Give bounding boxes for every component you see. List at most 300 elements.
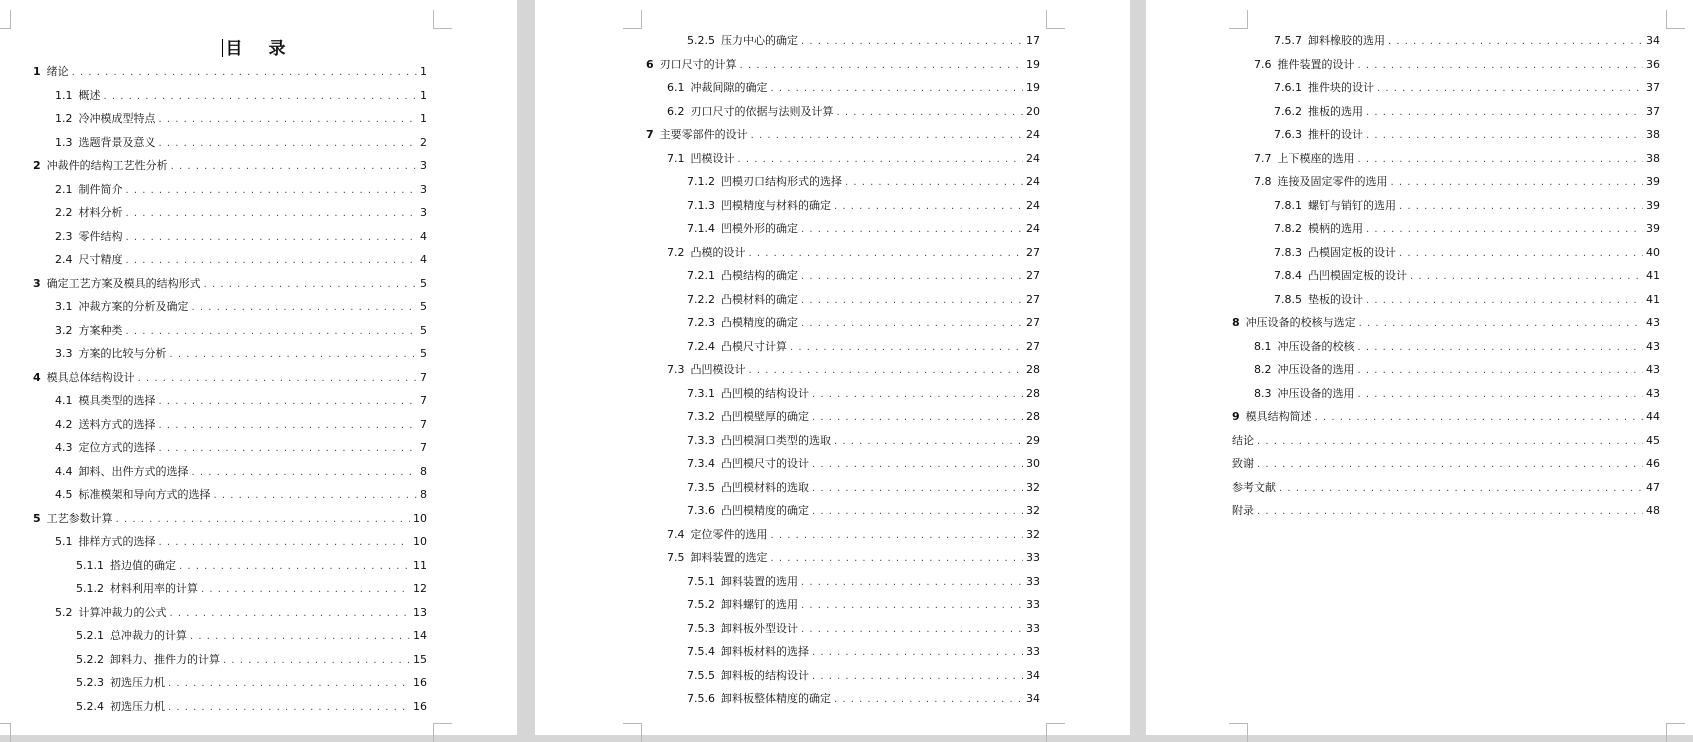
toc-entry[interactable] [687, 384, 1040, 404]
toc-entry[interactable] [687, 337, 1040, 357]
toc-entry-title: 卸料装置的选用 [721, 574, 798, 588]
toc-entry-title: 螺钉与销钉的选用 [1308, 198, 1396, 212]
toc-entry-page-number: 32 [1026, 480, 1040, 494]
toc-entry-number: 5.2 [55, 605, 73, 619]
toc-entry-number: 6 [646, 57, 654, 71]
dot-leader [190, 627, 410, 647]
toc-entry-number: 7.5.3 [687, 621, 715, 635]
toc-entry-page-number: 5 [420, 323, 427, 337]
dot-leader [159, 533, 411, 553]
toc-entry[interactable] [687, 31, 1040, 51]
toc-entry[interactable] [667, 102, 1040, 122]
toc-entry-title: 主要零部件的设计 [659, 128, 748, 141]
toc-entry[interactable] [667, 78, 1040, 98]
dot-leader [1358, 385, 1644, 405]
toc-entry-page-number: 33 [1026, 574, 1040, 588]
toc-entry-page-number: 4 [420, 253, 427, 266]
toc-entry[interactable] [687, 407, 1040, 427]
toc-entry-title: 冲压设备的选用 [1277, 363, 1355, 376]
toc-entry-title: 卸料螺钉的选用 [721, 598, 798, 611]
toc-entry-title: 凸模尺寸计算 [721, 339, 787, 353]
dot-leader [749, 244, 1024, 264]
dot-leader [126, 181, 418, 201]
toc-entry[interactable] [1254, 172, 1660, 192]
toc-entry-title: 上下模座的选用 [1277, 151, 1355, 165]
toc-entry-page-number: 7 [420, 417, 427, 431]
toc-entry[interactable] [1232, 454, 1660, 474]
toc-entry-page-number: 33 [1026, 551, 1040, 564]
toc-entry-title: 标准模架和导向方式的选择 [78, 488, 211, 501]
dot-leader [790, 338, 1023, 358]
toc-entry[interactable] [687, 501, 1040, 521]
toc-entry[interactable] [55, 344, 427, 364]
toc-entry[interactable] [55, 438, 427, 458]
toc-entry-page-number: 8 [420, 488, 427, 501]
toc-entry[interactable] [687, 219, 1040, 239]
toc-entry-title: 凸凹模精度的确定 [721, 504, 809, 517]
toc-entry-title: 卸料橡胶的选用 [1308, 34, 1385, 47]
toc-entry-title: 冲裁件的结构工艺性分析 [46, 159, 168, 172]
toc-entry-page-number: 7 [420, 370, 427, 384]
dot-leader [812, 643, 1023, 663]
toc-entry-page-number: 43 [1646, 316, 1660, 329]
dot-leader [801, 291, 1023, 311]
toc-entry[interactable] [667, 525, 1040, 545]
toc-entry[interactable] [76, 579, 427, 599]
toc-entry-number: 8 [1232, 316, 1240, 329]
dot-leader [126, 251, 418, 271]
toc-entry-page-number: 43 [1646, 363, 1660, 376]
toc-entry[interactable] [55, 391, 427, 411]
dot-leader [159, 416, 418, 436]
toc-entry-title: 方案种类 [78, 323, 123, 337]
toc-entry-page-number: 41 [1646, 292, 1660, 306]
toc-entry-page-number: 24 [1026, 222, 1040, 235]
toc-entry-number: 5.2.4 [76, 699, 104, 713]
toc-entry-number: 7.2.4 [687, 339, 715, 353]
toc-entry[interactable] [55, 603, 427, 623]
toc-entry[interactable] [1274, 243, 1660, 263]
toc-entry-number: 7.2.2 [687, 292, 715, 306]
toc-entry-page-number: 27 [1026, 269, 1040, 282]
toc-entry-title: 凸模材料的确定 [721, 292, 798, 306]
toc-entry-number: 4.3 [55, 441, 73, 454]
toc-entry[interactable] [667, 548, 1040, 568]
toc-entry-number: 4.5 [55, 488, 73, 501]
toc-entry[interactable] [687, 666, 1040, 686]
toc-entry[interactable] [55, 109, 427, 129]
toc-entry-page-number: 28 [1026, 386, 1040, 400]
toc-entry-page-number: 40 [1646, 245, 1660, 259]
toc-entry-page-number: 27 [1026, 245, 1040, 259]
toc-entry-title: 卸料板整体精度的确定 [721, 692, 831, 705]
toc-entry[interactable] [33, 509, 427, 529]
toc-entry-title: 卸料、出件方式的选择 [78, 464, 189, 478]
dot-leader [771, 526, 1024, 546]
toc-entry[interactable] [55, 297, 427, 317]
toc-entry-title: 选题背景及意义 [78, 135, 156, 149]
toc-entry-title: 冲裁间隙的确定 [690, 81, 768, 94]
toc-entry[interactable] [55, 180, 427, 200]
toc-entry-page-number: 4 [420, 229, 427, 243]
toc-entry-number: 7.3.2 [687, 410, 715, 423]
dot-leader [834, 690, 1023, 710]
toc-entry-title: 凸凹模设计 [690, 363, 746, 376]
toc-entry[interactable] [1254, 360, 1660, 380]
toc-entry-page-number: 14 [413, 629, 427, 642]
toc-entry-page-number: 27 [1026, 316, 1040, 329]
dot-leader [116, 510, 410, 530]
toc-entry[interactable] [76, 626, 427, 646]
toc-entry-number: 5.2.3 [76, 676, 104, 689]
toc-entry-title: 排样方式的选择 [78, 535, 156, 548]
toc-entry-number: 7.1.3 [687, 198, 715, 212]
toc-entry[interactable] [1254, 149, 1660, 169]
toc-entry-title: 卸料板材料的选择 [721, 645, 809, 658]
toc-entry-number: 2 [33, 159, 41, 172]
toc-entry[interactable] [76, 673, 427, 693]
toc-entry[interactable] [687, 196, 1040, 216]
toc-entry-number: 7.8.1 [1274, 198, 1302, 212]
toc-entry-number: 7.4 [667, 527, 685, 541]
toc-entry-number: 7.1.4 [687, 222, 715, 235]
dot-leader [1366, 220, 1643, 240]
toc-entry-page-number: 46 [1646, 457, 1660, 470]
toc-entry-number: 4.2 [55, 417, 73, 431]
dot-leader [170, 345, 418, 365]
toc-entry-page-number: 39 [1646, 198, 1660, 212]
toc-entry[interactable] [1254, 337, 1660, 357]
toc-entry[interactable] [1254, 384, 1660, 404]
toc-entry-title: 确定工艺方案及模具的结构形式 [46, 276, 201, 290]
toc-entry[interactable] [76, 650, 427, 670]
dot-leader [1315, 408, 1643, 428]
toc-entry[interactable] [33, 368, 427, 388]
toc-entry[interactable] [687, 619, 1040, 639]
dot-leader [1399, 244, 1643, 264]
toc-entry-title: 凸凹模洞口类型的选取 [721, 433, 831, 447]
document-page-1 [0, 0, 517, 735]
dot-leader [168, 698, 410, 718]
toc-entry-title: 连接及固定零件的选用 [1277, 175, 1388, 188]
dot-leader [801, 620, 1023, 640]
dot-leader [812, 385, 1023, 405]
toc-entry-title: 搭边值的确定 [110, 558, 176, 572]
toc-entry-page-number: 33 [1026, 645, 1040, 658]
toc-entry-page-number: 43 [1646, 339, 1660, 353]
toc-entry-number: 7.8.4 [1274, 269, 1302, 282]
dot-leader [171, 157, 417, 177]
toc-entry-number: 7.3 [667, 363, 685, 376]
toc-entry-number: 9 [1232, 410, 1240, 423]
toc-entry-number: 7.5.1 [687, 574, 715, 588]
toc-entry-page-number: 28 [1026, 363, 1040, 376]
toc-entry[interactable] [667, 243, 1040, 263]
toc-entry-page-number: 3 [420, 159, 427, 172]
toc-entry-page-number: 39 [1646, 222, 1660, 235]
toc-entry[interactable] [646, 55, 1040, 75]
toc-entry-title: 推件装置的设计 [1277, 57, 1355, 71]
toc-entry[interactable] [76, 697, 427, 717]
toc-entry-page-number: 17 [1026, 34, 1040, 47]
dot-leader [801, 32, 1023, 52]
toc-entry-number: 1.2 [55, 112, 73, 125]
toc-entry-number: 7.6.1 [1274, 81, 1302, 94]
toc-entry-number: 5.1.2 [76, 582, 104, 595]
toc-entry[interactable] [55, 203, 427, 223]
toc-entry[interactable] [1254, 55, 1660, 75]
toc-entry-title: 概述 [78, 88, 101, 102]
toc-entry[interactable] [1274, 266, 1660, 286]
dot-leader [159, 110, 418, 130]
toc-entry[interactable] [1274, 102, 1660, 122]
toc-entry-title: 凹模外形的确定 [721, 222, 798, 235]
toc-entry-title: 推件块的设计 [1308, 81, 1374, 94]
toc-entry-page-number: 27 [1026, 292, 1040, 306]
toc-entry-title: 模具总体结构设计 [46, 370, 135, 384]
toc-entry[interactable] [687, 290, 1040, 310]
toc-entry-page-number: 5 [420, 276, 427, 290]
dot-leader [179, 557, 410, 577]
toc-entry-page-number: 32 [1026, 504, 1040, 517]
toc-entry-number: 3 [33, 276, 41, 290]
toc-entry-number: 7.8.5 [1274, 292, 1302, 306]
toc-entry-number: 7.3.3 [687, 433, 715, 447]
toc-entry-page-number: 5 [420, 347, 427, 360]
dot-leader [214, 486, 418, 506]
toc-entry-number: 7.2.3 [687, 316, 715, 329]
dot-leader [812, 502, 1023, 522]
toc-entry-number: 7 [646, 128, 654, 141]
toc-entry-number: 1.1 [55, 88, 73, 102]
dot-leader [738, 150, 1024, 170]
dot-leader [845, 173, 1023, 193]
toc-entry[interactable] [1232, 407, 1660, 427]
toc-entry-page-number: 16 [413, 699, 427, 713]
toc-entry[interactable] [1274, 125, 1660, 145]
dot-leader [771, 549, 1024, 569]
toc-entry-title: 卸料板的结构设计 [721, 668, 809, 682]
toc-entry-title: 凸凹模壁厚的确定 [721, 410, 809, 423]
toc-entry-page-number: 28 [1026, 410, 1040, 423]
toc-entry-number: 6.1 [667, 81, 685, 94]
toc-entry-page-number: 2 [420, 135, 427, 149]
toc-entry[interactable] [55, 250, 427, 270]
toc-entry[interactable] [55, 485, 427, 505]
dot-leader [223, 651, 410, 671]
toc-entry[interactable] [33, 156, 427, 176]
toc-entry[interactable] [687, 572, 1040, 592]
dot-leader [126, 322, 418, 342]
toc-entry-title: 冲压设备的选用 [1277, 386, 1355, 400]
toc-entry[interactable] [687, 313, 1040, 333]
toc-entry[interactable] [687, 642, 1040, 662]
toc-entry[interactable] [667, 360, 1040, 380]
toc-entry-page-number: 36 [1646, 57, 1660, 71]
toc-entry-page-number: 7 [420, 441, 427, 454]
dot-leader [126, 204, 418, 224]
toc-entry[interactable] [33, 274, 427, 294]
toc-entry-title: 材料利用率的计算 [110, 582, 198, 595]
toc-entry-title: 凸凹模尺寸的设计 [721, 457, 809, 470]
toc-entry-title: 凹模设计 [690, 151, 735, 165]
toc-entry[interactable] [55, 415, 427, 435]
dot-leader [1358, 150, 1644, 170]
toc-entry[interactable] [646, 125, 1040, 145]
toc-entry[interactable] [55, 86, 427, 106]
toc-entry-title: 压力中心的确定 [721, 34, 798, 47]
dot-leader [1366, 103, 1643, 123]
toc-entry-page-number: 10 [413, 535, 427, 548]
toc-entry[interactable] [55, 532, 427, 552]
toc-entry-title: 模具类型的选择 [78, 394, 156, 407]
toc-entry-number: 4.4 [55, 464, 73, 478]
dot-leader [1366, 126, 1643, 146]
toc-entry-page-number: 48 [1646, 504, 1660, 517]
toc-entry[interactable] [1274, 290, 1660, 310]
dot-leader [1391, 173, 1644, 193]
toc-entry-page-number: 43 [1646, 386, 1660, 400]
toc-entry-number: 8.2 [1254, 363, 1272, 376]
toc-entry-page-number: 10 [413, 511, 427, 525]
toc-entry-page-number: 24 [1026, 175, 1040, 188]
toc-entry-number: 7.2 [667, 245, 685, 259]
toc-entry-number: 2.1 [55, 182, 73, 196]
dot-leader [812, 455, 1023, 475]
toc-entry-title: 卸料装置的选定 [690, 551, 768, 564]
toc-entry[interactable] [687, 431, 1040, 451]
dot-leader [1358, 361, 1644, 381]
toc-entry-page-number: 47 [1646, 480, 1660, 494]
toc-entry-page-number: 19 [1026, 81, 1040, 94]
toc-entry-page-number: 24 [1026, 151, 1040, 165]
toc-entry-page-number: 29 [1026, 433, 1040, 447]
toc-entry-page-number: 24 [1026, 198, 1040, 212]
toc-entry-title: 结论 [1232, 433, 1254, 447]
dot-leader [771, 79, 1024, 99]
toc-entry[interactable] [687, 689, 1040, 709]
toc-list [535, 0, 1130, 735]
toc-entry[interactable] [55, 321, 427, 341]
toc-entry-page-number: 44 [1646, 410, 1660, 423]
toc-entry-page-number: 33 [1026, 598, 1040, 611]
toc-entry[interactable] [55, 462, 427, 482]
toc-entry[interactable] [687, 172, 1040, 192]
toc-entry-number: 7.8 [1254, 175, 1272, 188]
toc-entry[interactable] [33, 62, 427, 82]
toc-entry-title: 冲压设备的校核 [1277, 339, 1355, 353]
toc-entry[interactable] [76, 556, 427, 576]
dot-leader [801, 267, 1023, 287]
dot-leader [170, 604, 411, 624]
dot-leader [204, 275, 417, 295]
dot-leader [1388, 32, 1643, 52]
toc-entry[interactable] [687, 478, 1040, 498]
toc-entry[interactable] [1274, 219, 1660, 239]
toc-entry[interactable] [687, 266, 1040, 286]
toc-entry-title: 致谢 [1232, 457, 1254, 470]
document-page-2 [535, 0, 1130, 735]
toc-entry-number: 7.6.2 [1274, 104, 1302, 118]
toc-entry-page-number: 11 [413, 558, 427, 572]
dot-leader [159, 134, 418, 154]
toc-entry-number: 5 [33, 511, 41, 525]
dot-leader [837, 103, 1024, 123]
toc-entry-title: 方案的比较与分析 [78, 347, 167, 360]
toc-entry-number: 7.1.2 [687, 175, 715, 188]
toc-entry-number: 1 [33, 65, 41, 78]
toc-entry-number: 7.3.4 [687, 457, 715, 470]
toc-entry-page-number: 19 [1026, 57, 1040, 71]
dot-leader [1377, 79, 1643, 99]
toc-entry[interactable] [1274, 196, 1660, 216]
dot-leader [740, 56, 1023, 76]
toc-entry-page-number: 15 [413, 652, 427, 666]
toc-entry-title: 冷冲模成型特点 [78, 112, 156, 125]
toc-entry-number: 7.6.3 [1274, 128, 1302, 141]
toc-entry-page-number: 5 [420, 300, 427, 313]
dot-leader [1359, 314, 1643, 334]
toc-entry-page-number: 34 [1646, 34, 1660, 47]
dot-leader [1366, 291, 1643, 311]
toc-entry[interactable] [687, 454, 1040, 474]
toc-entry[interactable] [1274, 31, 1660, 51]
toc-entry-page-number: 7 [420, 394, 427, 407]
toc-entry[interactable] [667, 149, 1040, 169]
toc-entry-number: 2.2 [55, 206, 73, 219]
toc-entry-title: 凹模刃口结构形式的选择 [721, 175, 842, 188]
toc-entry-page-number: 38 [1646, 151, 1660, 165]
toc-entry-title: 定位零件的选用 [690, 527, 768, 541]
toc-entry-title: 垫板的设计 [1308, 292, 1363, 306]
toc-entry[interactable] [687, 595, 1040, 615]
toc-entry[interactable] [1232, 478, 1660, 498]
toc-entry-page-number: 32 [1026, 527, 1040, 541]
toc-entry-number: 4.1 [55, 394, 73, 407]
toc-entry[interactable] [1232, 431, 1660, 451]
toc-entry-title: 送料方式的选择 [78, 417, 156, 431]
toc-entry[interactable] [1232, 501, 1660, 521]
toc-entry-number: 3.2 [55, 323, 73, 337]
dot-leader [1257, 455, 1643, 475]
document-page-3 [1146, 0, 1693, 735]
toc-entry-title: 总冲裁力的计算 [110, 629, 187, 642]
dot-leader [834, 432, 1023, 452]
toc-entry-title: 初选压力机 [110, 676, 165, 689]
toc-entry[interactable] [1232, 313, 1660, 333]
toc-entry-title: 凸凹模固定板的设计 [1308, 269, 1407, 282]
toc-list [0, 0, 517, 735]
toc-entry-title: 计算冲裁力的公式 [78, 605, 167, 619]
dot-leader [801, 573, 1023, 593]
toc-entry-title: 定位方式的选择 [78, 441, 156, 454]
toc-entry-page-number: 45 [1646, 433, 1660, 447]
toc-entry-page-number: 16 [413, 676, 427, 689]
dot-leader [159, 439, 418, 459]
toc-entry-title: 冲压设备的校核与选定 [1245, 316, 1356, 329]
toc-entry[interactable] [1274, 78, 1660, 98]
toc-entry[interactable] [55, 227, 427, 247]
toc-entry-title: 尺寸精度 [78, 253, 123, 266]
toc-entry-page-number: 27 [1026, 339, 1040, 353]
toc-list [1146, 0, 1693, 735]
toc-entry-title: 凸模的设计 [690, 245, 746, 259]
toc-entry-title: 凹模精度与材料的确定 [721, 198, 831, 212]
toc-entry-page-number: 37 [1646, 81, 1660, 94]
dot-leader [751, 126, 1023, 146]
toc-entry-title: 材料分析 [78, 206, 123, 219]
toc-entry[interactable] [55, 133, 427, 153]
